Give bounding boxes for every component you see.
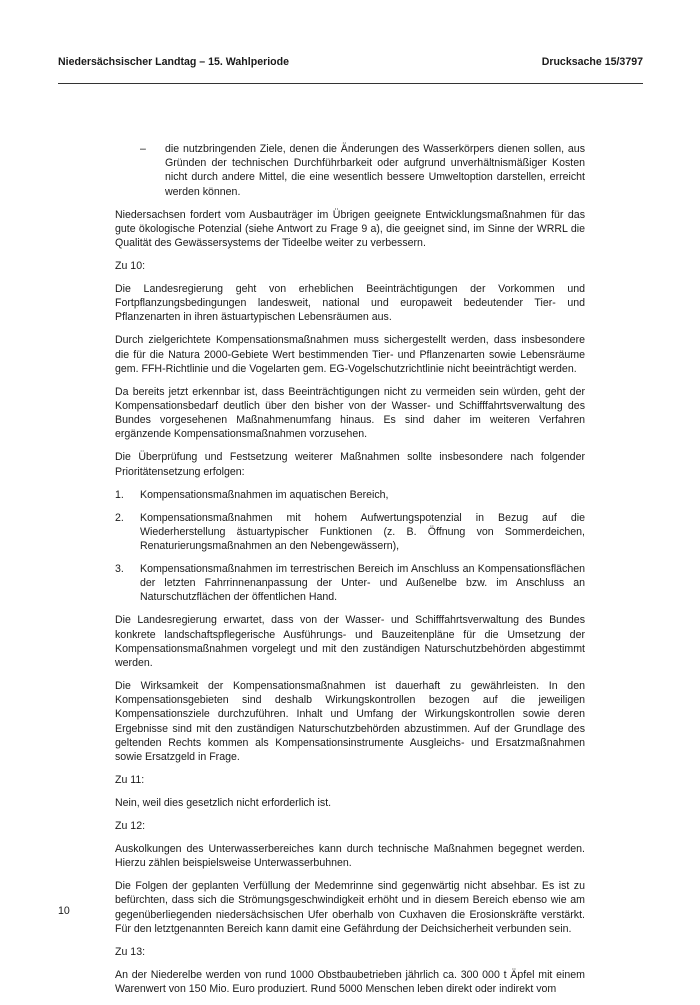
section-heading: Zu 10:	[115, 260, 146, 273]
paragraph: Niedersachsen fordert vom Ausbauträger im Übrigen geeignete Entwicklungsmaßnahmen für das gute ökologische Potenzial (siehe Antwort zu Frage 9 a), die geeignet sind, im Sinne der WRRL die Qualität des Gewässersystems der Tideelbe weiter zu verbessern.	[115, 208, 585, 250]
list-item-text: Kompensationsmaßnahmen mit hohem Aufwertungspotenzial in Bezug auf die Wiederherstellung ästuartypischer Funktionen (z. B. Öffnung von Sommerdeichen, Renaturierungsmaßnahmen an den Nebengewässern),	[140, 511, 585, 553]
document-body	[115, 142, 585, 1005]
priority-list	[115, 488, 585, 605]
paragraph: Durch zielgerichtete Kompensationsmaßnahmen muss sichergestellt werden, dass insbesondere die für die Natura 2000-Gebiete Wert bestimmenden Tier- und Pflanzenarten sowie Lebensräume gem. FFH-Richtlinie und die Vogelarten gem. EG-Vogelschutzrichtlinie nicht beeinträchtigt werden.	[115, 334, 585, 375]
paragraph: An der Niederelbe werden von rund 1000 Obstbaubetrieben jährlich ca. 300 000 t Äpfel mit einem Warenwert von 150 Mio. Euro produziert. Rund 5000 Menschen leben direkt oder indirekt vom	[115, 968, 585, 996]
paragraph: Nein, weil dies gesetzlich nicht erforderlich ist.	[115, 797, 332, 810]
paragraph: Die Überprüfung und Festsetzung weiterer Maßnahmen sollte insbesondere nach folgender Prioritätensetzung erfolgen:	[115, 451, 585, 478]
header-title: Niedersächsischer Landtag – 15. Wahlperiode	[58, 56, 289, 68]
list-item	[115, 488, 585, 502]
list-item	[115, 511, 585, 554]
paragraph: Auskolkungen des Unterwasserbereiches kann durch technische Maßnahmen begegnet werden. Hierzu zählen beispielsweise Unterwasserbuhnen.	[115, 843, 585, 870]
section-heading: Zu 12:	[115, 820, 146, 833]
list-number: 2.	[115, 511, 124, 524]
section-heading: Zu 11:	[115, 774, 145, 787]
section-heading: Zu 13:	[115, 945, 146, 958]
list-item-text: Kompensationsmaßnahmen im aquatischen Bereich,	[140, 488, 389, 501]
list-number: 3.	[115, 563, 124, 576]
page-header	[58, 56, 643, 70]
paragraph: Die Wirksamkeit der Kompensationsmaßnahmen ist dauerhaft zu gewährleisten. In den Kompensationsgebieten sind deshalb Wirkungskontrollen bezogen auf die jeweiligen Kompensationsziele durchzuführen. Inhalt und Umfang der Wirkungskontrollen sowie deren Ergebnisse sind mit den zuständigen Naturschutzbehörden abzustimmen. Auf der Grundlage des geltenden Rechts kommen als Kompensationsinstrumente Ausgleichs- und Ersatzmaßnahmen sowie Ersatzgeld in Frage.	[115, 680, 585, 764]
dash-item-text: die nutzbringenden Ziele, denen die Änderungen des Wasserkörpers dienen sollen, aus Gründen der technischen Durchführbarkeit oder aufgrund unverhältnismäßiger Kosten nicht durch andere Mittel, die eine wesentlich bessere Umweltoption darstellen, erreicht werden können.	[165, 143, 585, 198]
dash-marker: –	[140, 143, 146, 155]
dash-list-item	[115, 142, 585, 199]
page-number: 10	[58, 905, 70, 917]
paragraph: Die Landesregierung geht von erheblichen Beeinträchtigungen der Vorkommen und Fortpflanzungsbedingungen landesweit, national und europaweit bedeutender Tier- und Pflanzenarten in ihren ästuartypischen Lebensräumen aus.	[115, 283, 585, 324]
paragraph: Die Folgen der geplanten Verfüllung der Medemrinne sind gegenwärtig nicht absehbar. Es ist zu befürchten, dass sich die Strömungsgeschwindigkeit erhöht und in diesem Bereich ebenso wie am gegenüberliegenden niedersächsischen Ufer oberhalb von Cuxhaven die Erosionskräfte verstärkt. Für den letztgenannten Bereich kann damit eine Gefährdung der Deichsicherheit verbunden sein.	[115, 880, 585, 935]
list-item	[115, 562, 585, 605]
paragraph: Da bereits jetzt erkennbar ist, dass Beeinträchtigungen nicht zu vermeiden sein würden, geht der Kompensationsbedarf deutlich über den bisher von der Wasser- und Schifffahrtsverwaltung des Bundes vorgesehenen Maßnahmenumfang hinaus. Es sind daher im weiteren Verfahren ergänzende Kompensationsmaßnahmen vorzusehen.	[115, 385, 585, 441]
header-rule	[58, 83, 643, 84]
list-item-text: Kompensationsmaßnahmen im terrestrischen Bereich im Anschluss an Kompensationsflächen der letzten Fahrrinnenanpassung der Unter- und Außenelbe bzw. im Anschluss an Naturschutzflächen der öffentlichen Hand.	[140, 563, 585, 604]
list-number: 1.	[115, 488, 124, 501]
paragraph: Die Landesregierung erwartet, dass von der Wasser- und Schifffahrtsverwaltung des Bundes konkrete landschaftspflegerische Ausführungs- und Bauzeitenpläne für die Umsetzung der Kompensationsmaßnahmen vorgelegt und mit den zuständigen Naturschutzbehörden abgestimmt werden.	[115, 614, 585, 670]
header-doc-number: Drucksache 15/3797	[541, 56, 643, 68]
